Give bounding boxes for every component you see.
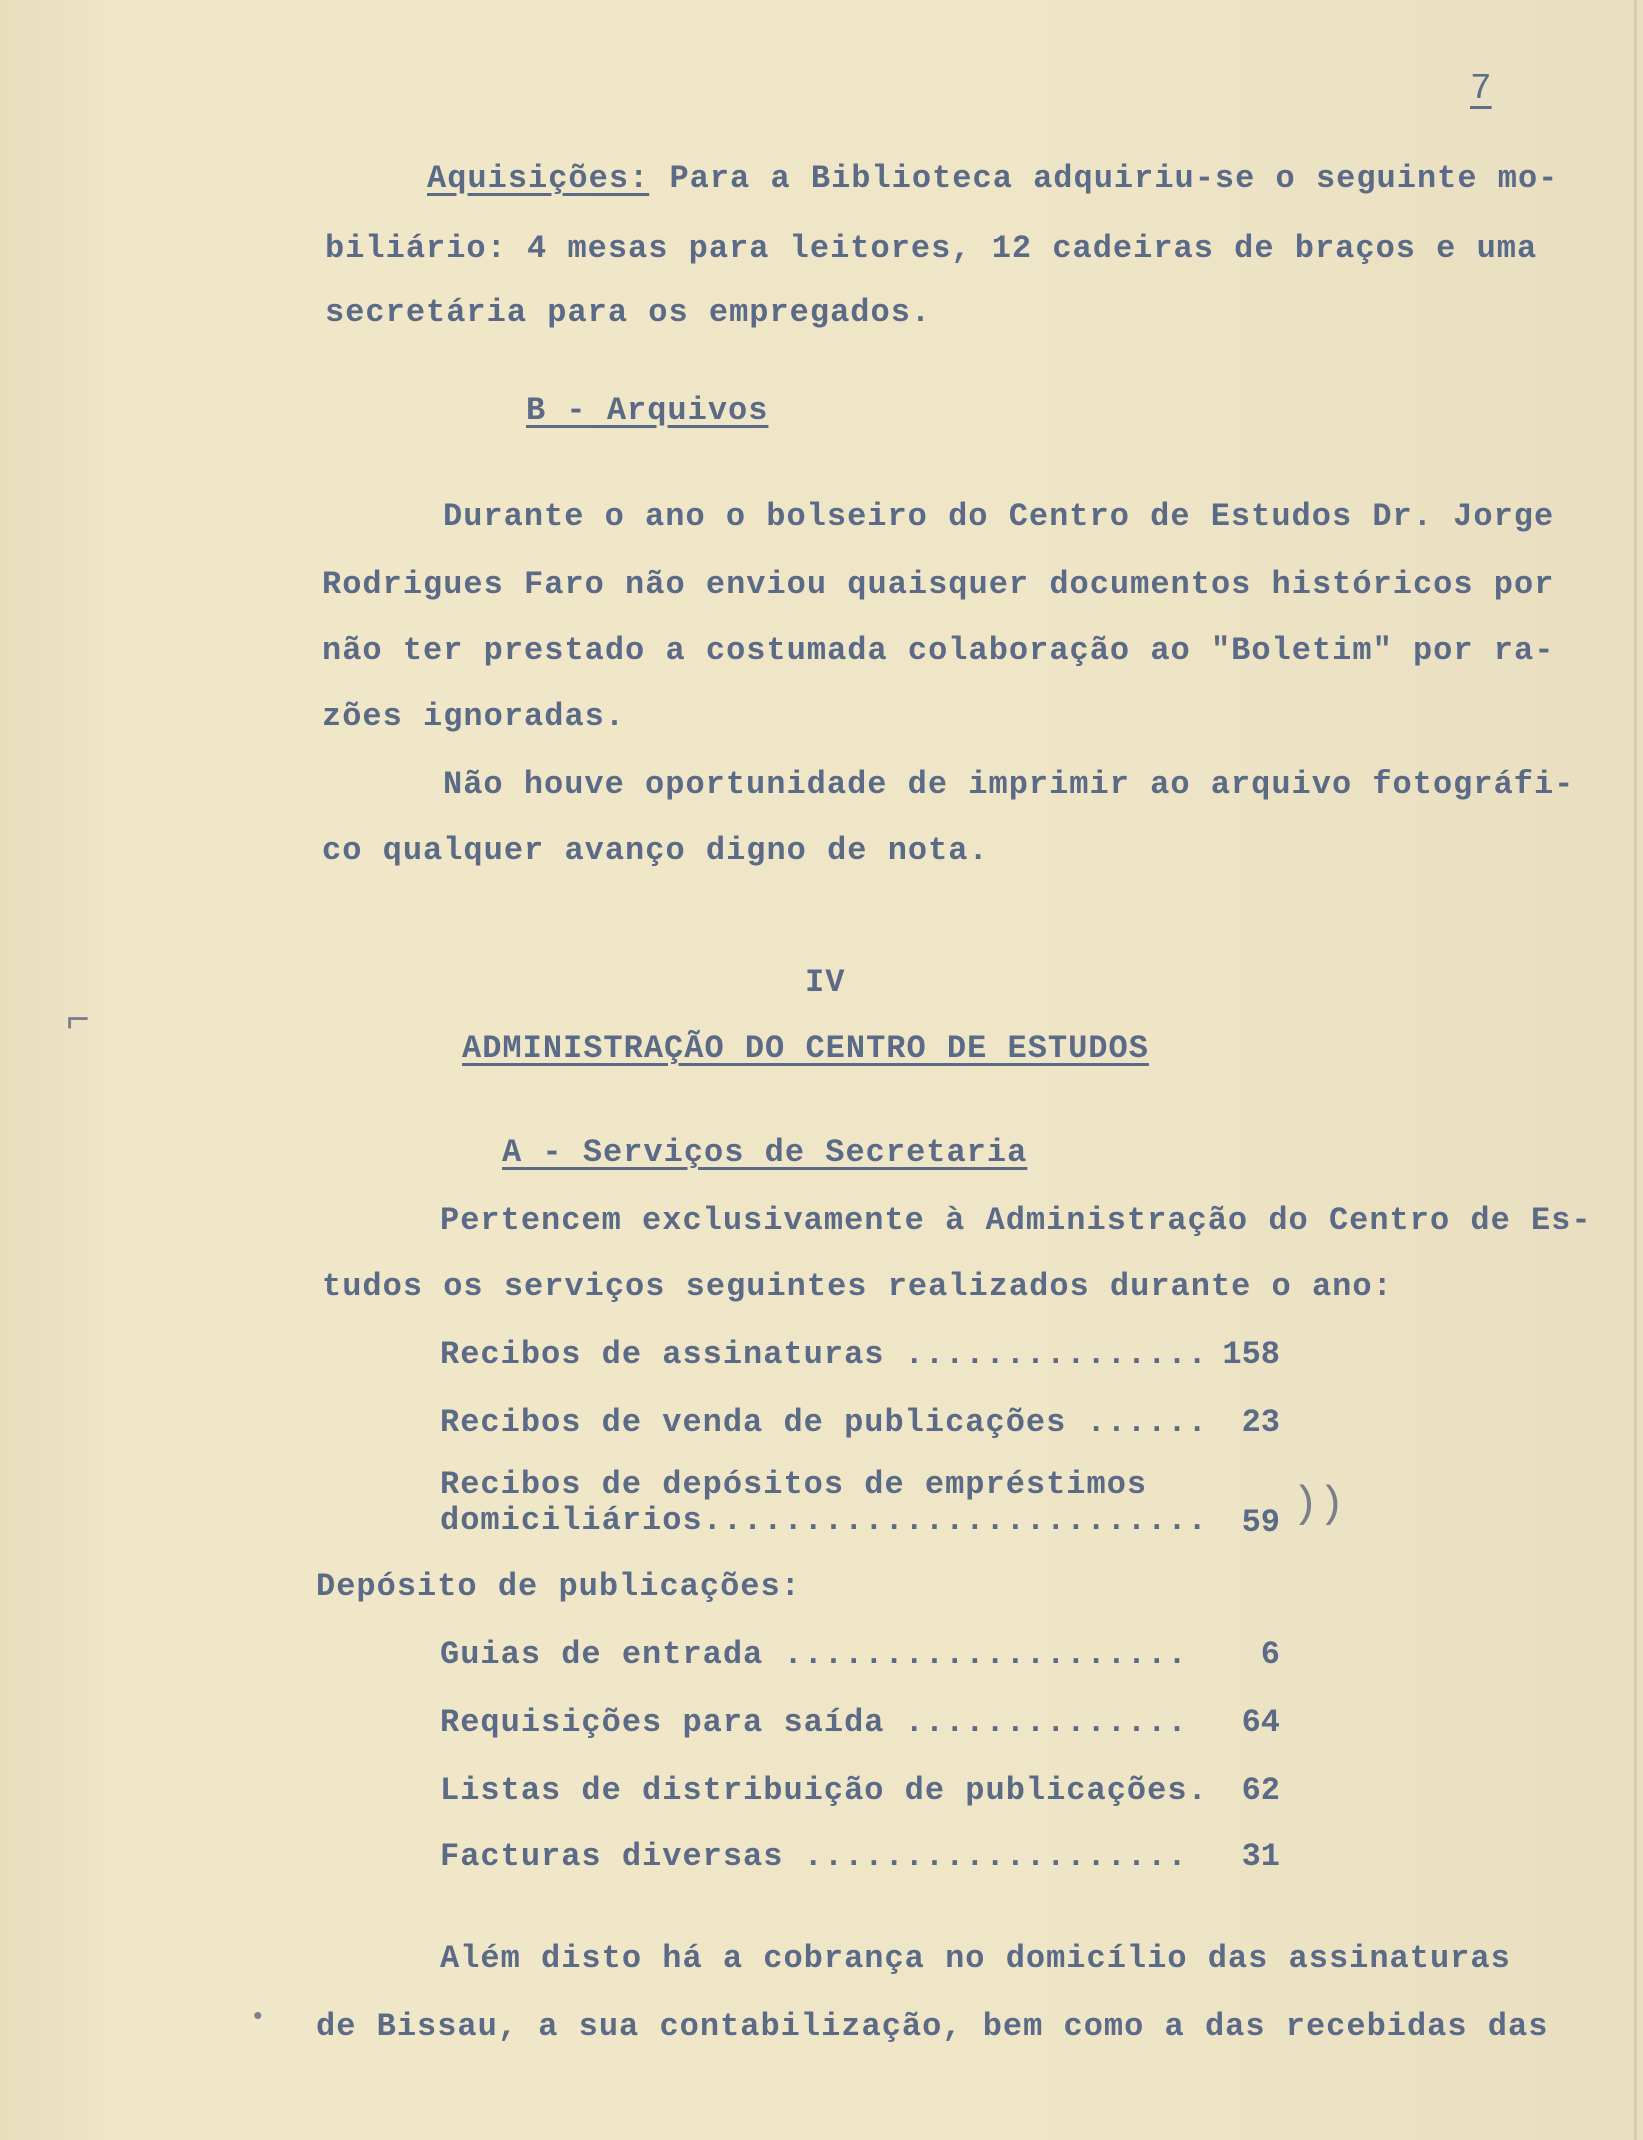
section-title: ADMINISTRAÇÃO DO CENTRO DE ESTUDOS [462, 1030, 1149, 1067]
list-item-listas: Listas de distribuição de publicações. [440, 1772, 1208, 1809]
value-recibos-assinaturas: 158 [1222, 1336, 1280, 1373]
closing-line1: Além disto há a cobrança no domicílio das assinaturas [440, 1940, 1511, 1977]
arquivos-p1-line1: Durante o ano o bolseiro do Centro de Estudos Dr. Jorge [443, 498, 1555, 535]
list-item-recibos-assinaturas: Recibos de assinaturas ............... [440, 1336, 1208, 1373]
margin-check-mark: ⌐ [66, 1000, 91, 1045]
arquivos-p1-line4: zões ignoradas. [322, 698, 626, 735]
section-intro-line2: tudos os serviços seguintes realizados durante o ano: [322, 1268, 1393, 1305]
list-item-facturas: Facturas diversas ................... [440, 1838, 1188, 1875]
arquivos-p1-line2: Rodrigues Faro não enviou quaisquer documentos históricos por [322, 566, 1555, 603]
closing-line2: de Bissau, a sua contabilização, bem como a das recebidas das [316, 2008, 1549, 2045]
aquisicoes-paragraph-line1 [427, 160, 1558, 197]
aquisicoes-line2: biliário: 4 mesas para leitores, 12 cadeiras de braços e uma [325, 230, 1538, 267]
list-item-requisicoes: Requisições para saída .............. [440, 1704, 1188, 1741]
list-item-recibos-depositos: Recibos de depósitos de empréstimos [440, 1466, 1148, 1503]
list-item-recibos-venda: Recibos de venda de publicações ...... [440, 1404, 1208, 1441]
page-number: 7 [1470, 68, 1492, 109]
margin-dot-mark: • [250, 2002, 266, 2032]
arquivos-p1-line3: não ter prestado a costumada colaboração ao "Boletim" por ra- [322, 632, 1555, 669]
value-listas: 62 [1241, 1772, 1280, 1809]
aquisicoes-line3: secretária para os empregados. [325, 294, 932, 331]
section-numeral: IV [805, 964, 846, 1001]
aquisicoes-label: Aquisições: [427, 160, 650, 197]
list-item-guias: Guias de entrada .................... [440, 1636, 1188, 1673]
arquivos-p2-line1: Não houve oportunidade de imprimir ao arquivo fotográfi- [443, 766, 1575, 803]
value-recibos-venda: 23 [1241, 1404, 1280, 1441]
arquivos-p2-line2: co qualquer avanço digno de nota. [322, 832, 989, 869]
value-recibos-depositos: 59 [1241, 1504, 1280, 1541]
value-guias: 6 [1260, 1636, 1280, 1673]
list-item-recibos-depositos-cont: domiciliários......................... [440, 1502, 1208, 1539]
value-facturas: 31 [1241, 1838, 1280, 1875]
value-requisicoes: 64 [1241, 1704, 1280, 1741]
section-subheading: A - Serviços de Secretaria [502, 1134, 1028, 1171]
section-intro-line1: Pertencem exclusivamente à Administração do Centro de Es- [440, 1202, 1592, 1239]
page-edge [1634, 0, 1637, 2140]
arquivos-heading: B - Arquivos [526, 392, 769, 429]
deposito-heading: Depósito de publicações: [316, 1568, 801, 1605]
handwritten-bracket-mark: )) [1292, 1480, 1345, 1530]
aquisicoes-text: Para a Biblioteca adquiriu-se o seguinte mo- [669, 160, 1559, 197]
